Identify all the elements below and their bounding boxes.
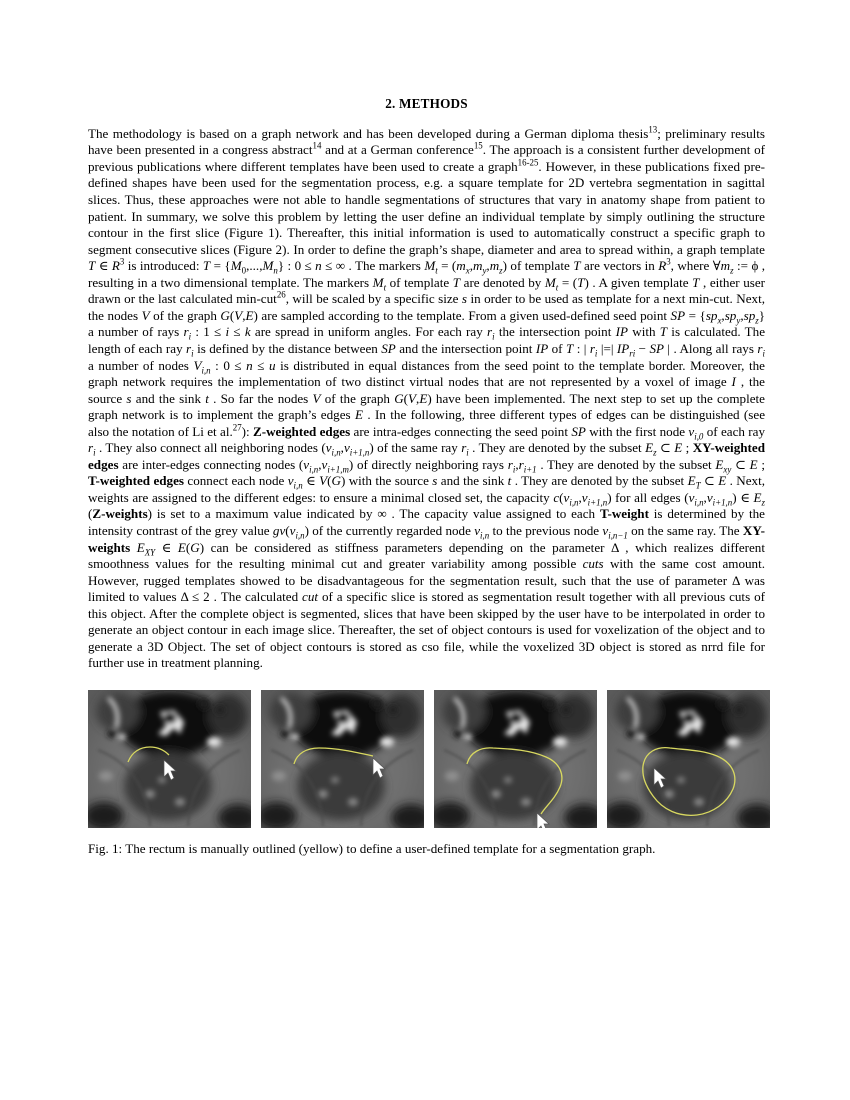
mri-panel-2 xyxy=(261,690,424,828)
mri-image-2 xyxy=(261,690,424,828)
page-content xyxy=(88,96,765,672)
page-title: 2. METHODS xyxy=(385,96,468,111)
mri-panel-1 xyxy=(88,690,251,828)
methods-paragraph: The methodology is based on a graph network and has been developed during a German diploma thesis$^{13}$; preliminary results have been presented in a congress abstract$^{14}$ and at a German conference$^{15}$. The approach is a consistent further development of previous publications where different templates have been used to create a graph$^{16-25}$. However, in these publications fixed pre-defined shapes have been used for the segmentation process, e.g. a square template for 2D vertebra segmentation in sagittal slices. Thus, these approaches were not able to handle segmentations of structures that vary in anatomy shape from patient to patient. In summary, we solve this problem by letting the user define an individual template by simply outlining the structure contour in the first slice (Figure 1). Thereafter, this initial information is used to automatically construct a specific graph to segment consecutive slices (Figure 2). In order to define the graph’s shape, diameter and area to spread within, a graph template T ∈ $R^3$ is introduced: $T = \{M_0,...,M_n\}$ : 0 ≤ n ≤ ∞ . The markers $M_t = (m_x,m_y,m_z)$ of template T are vectors in $R^3$, where $\forall m_z$ := ϕ , resulting in a two dimensional template. The markers $M_t$ of template T are denoted by $M_t = (T)$ . A given template T , either user drawn or the last calculated min-cut$^{26}$, will be scaled by a specific size s in order to be used as template for a next min-cut. Next, the nodes V of the graph G(V,E) are sampled according to the template. From a given used-defined seed point SP = $\{sp_x,sp_y,sp_z\}$ a number of rays $r_i$ : 1 ≤ i ≤ k are spread in uniform angles. For each ray $r_i$ the intersection point IP with T is calculated. The length of each ray $r_i$ is defined by the distance between SP and the intersection point IP of T : | $r_i$ |=| $IP_{ri}$ − SP | . Along all rays $r_i$ a number of nodes $V_{i,n}$ : 0 ≤ n ≤ u is distributed in equal distances from the seed point to the template border. Moreover, the graph network requires the implementation of two distinct virtual nodes that are not represented by a voxel of image I , the source s and the sink t . So far the nodes V of the graph G(V,E) have been implemented. The next step to set up the complete graph network is to implement the graph’s edges E . In the following, three different types of edges can be distinguished (see also the notation of Li et al.$^{27}$): Z-weighted edges are intra-edges connecting the seed point SP with the first node $v_{i,0}$ of each ray $r_i$ . They also connect all neighboring nodes $(v_{i,n},v_{i+1,n})$ of the same ray $r_i$ . They are denoted by the subset $E_z$ ⊂ E ; XY-weighted edges are inter-edges connecting nodes $(v_{i,n},v_{i+1,m})$ of directly neighboring rays $r_i,r_{i+1}$ . They are denoted by the subset $E_{xy}$ ⊂ E ; T-weighted edges connect each node $v_{i,n}$ ∈ V(G) with the source s and the sink t . They are denoted by the subset $E_T$ ⊂ E . Next, weights are assigned to the different edges: to ensure a minimal closed set, the capacity $c(v_{i,n},v_{i+1,n})$ for all edges $(v_{i,n},v_{i+1,n})$ ∈ $E_z$ (Z-weights) is set to a maximum value indicated by ∞ . The capacity value assigned to each T-weight is determined by the intensity contrast of the grey value $gv(v_{i,n})$ of the currently regarded node $v_{i,n}$ to the previous node $v_{i,n-1}$ on the same ray. The XY-weights $E_{XY}$ ∈ E(G) can be considered as stiffness parameters depending on the parameter Δ , which realizes different smoothness values for the resulting minimal cut and greater variability among possible cuts with the same cost amount. However, rugged templates showed to be disadvantageous for the segmentation result, such that the use of parameter Δ was limited to values Δ ≤ 2 . The calculated cut of a specific slice is stored as segmentation result together with all previous cuts of this object. After the complete object is segmented, slices that have been skipped by the user have to be interpolated in order to generate an object contour in each image slice. Thereafter, the set of object contours is used for voxelization of the object and to generate a 3D Object. The set of object contours is stored as cso file, while the voxelized 3D object is stored as nrrd file for further use in treatment planning. xyxy=(88,124,766,671)
mri-panel-row xyxy=(88,690,770,828)
mri-panel-4 xyxy=(607,690,770,828)
mri-image-3 xyxy=(434,690,597,828)
figure-1 xyxy=(88,690,770,858)
mri-image-4 xyxy=(607,690,770,828)
figure-caption: Fig. 1: The rectum is manually outlined (yellow) to define a user-defined template for a segmentation graph. xyxy=(88,841,656,856)
mri-panel-3 xyxy=(434,690,597,828)
mri-image-1 xyxy=(88,690,251,828)
